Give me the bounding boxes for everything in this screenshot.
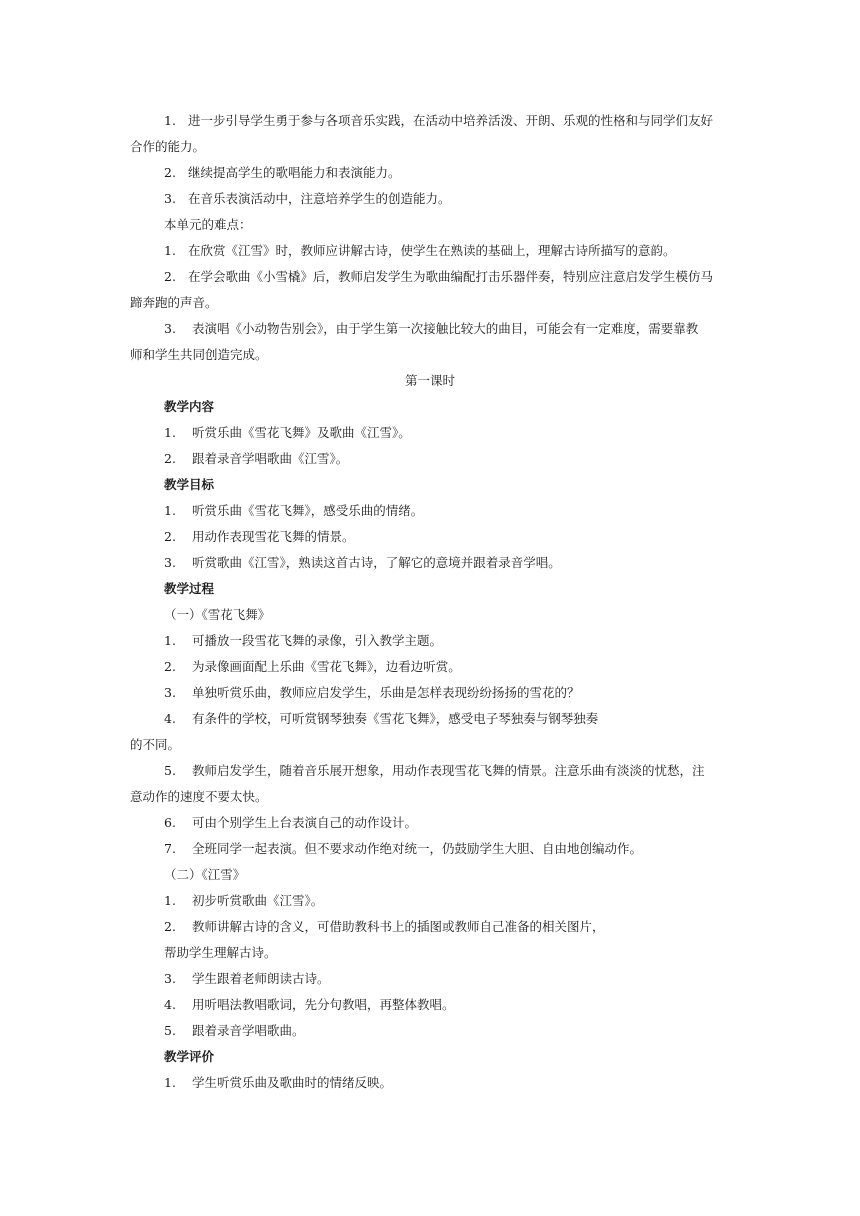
item-text: 在学会歌曲《小雪橇》后，教师启发学生为歌曲编配打击乐器伴奏，特别应注意启发学生模仿马: [187, 269, 713, 284]
item-number: 1.: [164, 893, 176, 908]
item-text: 进一步引导学生勇于参与各项音乐实践，在活动中培养活泼、开朗、乐观的性格和与同学们友好: [187, 113, 713, 128]
item-text: 教师启发学生，随着音乐展开想象，用动作表现雪花飞舞的情景。注意乐曲有淡淡的忧愁，注: [192, 763, 705, 778]
list-item-continuation: 合作的能力。: [130, 139, 206, 154]
list-item: [130, 446, 730, 472]
list-item: [130, 680, 730, 706]
item-number: 2.: [164, 451, 176, 466]
list-item: [130, 992, 730, 1018]
item-number: 4.: [164, 997, 176, 1012]
item-text: 有条件的学校，可听赏钢琴独奏《雪花飞舞》，感受电子琴独奏与钢琴独奏: [192, 711, 599, 726]
item-text: 初步听赏歌曲《江雪》。: [192, 893, 324, 908]
item-text: 在音乐表演活动中，注意培养学生的创造能力。: [187, 191, 451, 206]
item-number: 1.: [164, 503, 176, 518]
item-text: 在欣赏《江雪》时，教师应讲解古诗，使学生在熟读的基础上，理解古诗所描写的意韵。: [187, 243, 676, 258]
list-item: [130, 1070, 730, 1096]
list-item: [130, 524, 730, 550]
item-text: 学生听赏乐曲及歌曲时的情绪反映。: [192, 1075, 393, 1090]
lesson-title: 第一课时: [404, 373, 455, 388]
item-number: 2.: [164, 165, 176, 180]
item-number: 1.: [164, 113, 176, 128]
item-text: 教师讲解古诗的含义，可借助教科书上的插图或教师自己准备的相关图片，: [192, 919, 605, 934]
list-item-continuation: 蹄奔跑的声音。: [130, 295, 218, 310]
item-text: 为录像画面配上乐曲《雪花飞舞》，边看边听赏。: [192, 659, 461, 674]
item-text: 跟着录音学唱歌曲《江雪》。: [192, 451, 349, 466]
item-number: 1.: [164, 243, 176, 258]
item-number: 2.: [164, 919, 176, 934]
subsection-title: （二）《江雪》: [164, 867, 246, 882]
list-item: [130, 160, 730, 186]
list-item: [130, 420, 730, 446]
item-number: 1.: [164, 425, 176, 440]
list-item: [130, 108, 730, 134]
item-number: 3.: [164, 555, 176, 570]
list-item: [130, 654, 730, 680]
item-text: 用动作表现雪花飞舞的情景。: [192, 529, 355, 544]
item-text: 学生跟着老师朗读古诗。: [192, 971, 330, 986]
item-number: 1.: [164, 1075, 176, 1090]
list-item-continuation: 师和学生共同创造完成。: [130, 347, 268, 362]
difficulty-title: 本单元的难点：: [164, 217, 252, 232]
item-number: 3.: [164, 191, 176, 206]
list-item: [130, 836, 730, 862]
objective-list: [130, 108, 730, 212]
document-body: [130, 108, 730, 1096]
item-text: 听赏乐曲《雪花飞舞》，感受乐曲的情绪。: [192, 503, 424, 518]
item-number: 4.: [164, 711, 176, 726]
list-item: [130, 316, 730, 342]
list-item: [130, 238, 730, 264]
item-text: 表演唱《小动物告别会》，由于学生第一次接触比较大的曲目，可能会有一定难度，需要靠教: [192, 321, 699, 336]
list-item: [130, 706, 730, 732]
list-item: [130, 498, 730, 524]
list-item: [130, 628, 730, 654]
list-item: [130, 758, 730, 784]
item-number: 1.: [164, 633, 176, 648]
section-heading-process: 教学过程: [164, 581, 215, 596]
list-item: [130, 186, 730, 212]
section-heading-goals: 教学目标: [164, 477, 215, 492]
item-text: 全班同学一起表演。但不要求动作绝对统一，仍鼓励学生大胆、自由地创编动作。: [192, 841, 643, 856]
item-number: 3.: [164, 321, 176, 336]
subsection-title: （一）《雪花飞舞》: [164, 607, 271, 622]
list-item: [130, 550, 730, 576]
section-heading-evaluation: 教学评价: [164, 1049, 215, 1064]
item-text: 可由个别学生上台表演自己的动作设计。: [192, 815, 418, 830]
list-item: [130, 264, 730, 290]
item-number: 5.: [164, 1023, 176, 1038]
item-text: 听赏乐曲《雪花飞舞》及歌曲《江雪》。: [192, 425, 411, 440]
list-item: [130, 1018, 730, 1044]
list-item-continuation: 意动作的速度不要太快。: [130, 789, 268, 804]
list-item: [130, 966, 730, 992]
list-item-continuation: 的不同。: [130, 737, 181, 752]
item-text: 听赏歌曲《江雪》，熟读这首古诗，了解它的意境并跟着录音学唱。: [192, 555, 561, 570]
item-number: 2.: [164, 269, 176, 284]
item-text: 用听唱法教唱歌词，先分句教唱，再整体教唱。: [192, 997, 455, 1012]
item-text: 继续提高学生的歌唱能力和表演能力。: [187, 165, 401, 180]
item-number: 3.: [164, 685, 176, 700]
item-number: 5.: [164, 763, 176, 778]
item-text: 可播放一段雪花飞舞的录像，引入教学主题。: [192, 633, 443, 648]
item-text: 单独听赏乐曲，教师应启发学生，乐曲是怎样表现纷纷扬扬的雪花的？: [192, 685, 580, 700]
section-heading-content: 教学内容: [164, 399, 215, 414]
item-number: 3.: [164, 971, 176, 986]
difficulty-list: [130, 238, 730, 368]
list-item: [130, 810, 730, 836]
list-item-continuation: 帮助学生理解古诗。: [164, 945, 277, 960]
item-number: 6.: [164, 815, 176, 830]
item-text: 跟着录音学唱歌曲。: [192, 1023, 305, 1038]
item-number: 2.: [164, 529, 176, 544]
item-number: 7.: [164, 841, 176, 856]
list-item: [130, 914, 730, 940]
item-number: 2.: [164, 659, 176, 674]
list-item: [130, 888, 730, 914]
